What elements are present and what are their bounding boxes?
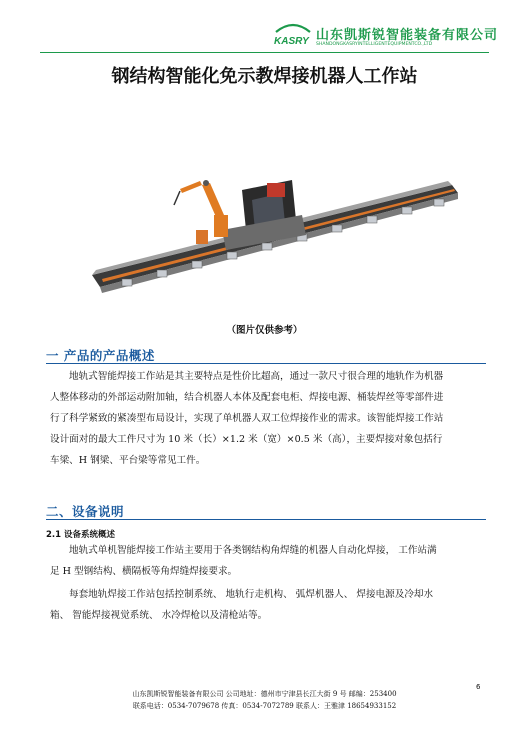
paragraph-line: 人整体移动的外部运动附加轴，结合机器人本体及配套电柜、焊接电源、桶装焊丝等零部件进 — [50, 392, 444, 403]
paragraph-line: 车梁、H 钢梁、平台梁等常见工件。 — [50, 455, 206, 466]
company-logo — [272, 22, 512, 52]
kasry-logo-mark — [272, 22, 314, 48]
logo-wordmark: KASRY — [274, 36, 309, 47]
paragraph-line: 地轨式单机智能焊接工作站主要用于各类钢结构角焊缝的机器人自动化焊接， 工作站满 — [69, 545, 437, 556]
company-name-en: SHANDONGKASRYINTELLIGENTEQUIPMENTCO.,LTD — [316, 42, 433, 47]
section-1-paragraph — [50, 366, 486, 471]
subsection-2-1-heading: 2.1 设备系统概述 — [46, 530, 116, 540]
page-footer — [0, 688, 529, 712]
page-number: 6 — [476, 683, 481, 691]
figure-caption: （图片仅供参考） — [226, 325, 303, 336]
footer-address: 山东凯斯锐智能装备有限公司 公司地址：德州市宁津县长江大街 9 号 邮编：253400 — [132, 690, 397, 698]
section-2-heading: 二、设备说明 — [46, 504, 125, 519]
section-1-heading: 一 产品的产品概述 — [46, 348, 155, 363]
paragraph-line: 行了科学紧致的紧凑型布局设计，实现了单机器人双工位焊接作业的需求。该智能焊接工作站 — [50, 413, 444, 424]
document-title: 钢结构智能化免示教焊接机器人工作站 — [111, 66, 418, 87]
section-2-paragraph-1 — [50, 540, 486, 582]
paragraph-line: 设计面对的最大工件尺寸为 10 米（长）×1.2 米（宽）×0.5 米（高），主要焊接对象包括行 — [50, 434, 443, 445]
page-header — [0, 0, 529, 52]
company-name-cn: 山东凯斯锐智能装备有限公司 — [316, 28, 499, 43]
paragraph-line: 箱、 智能焊接视觉系统、 水冷焊枪以及清枪站等。 — [50, 610, 268, 621]
section-2-paragraph-2 — [50, 584, 486, 626]
paragraph-line: 地轨式智能焊接工作站是其主要特点是性价比超高，通过一款尺寸很合理的地轨作为机器 — [69, 371, 444, 382]
paragraph-line: 每套地轨焊接工作站包括控制系统、 地轨行走机构、 弧焊机器人、 焊接电源及冷却水 — [69, 589, 434, 600]
paragraph-line: 足 H 型钢结构、横隔板等角焊缝焊接要求。 — [50, 566, 238, 577]
footer-contact: 联系电话：0534-7079678 传真：0534-7072789 联系人：王雅津 18654933152 — [132, 702, 397, 710]
section-2-rule — [46, 519, 486, 520]
header-divider — [40, 52, 489, 53]
section-1-rule — [46, 363, 486, 364]
robot-workstation-illustration — [82, 175, 462, 315]
